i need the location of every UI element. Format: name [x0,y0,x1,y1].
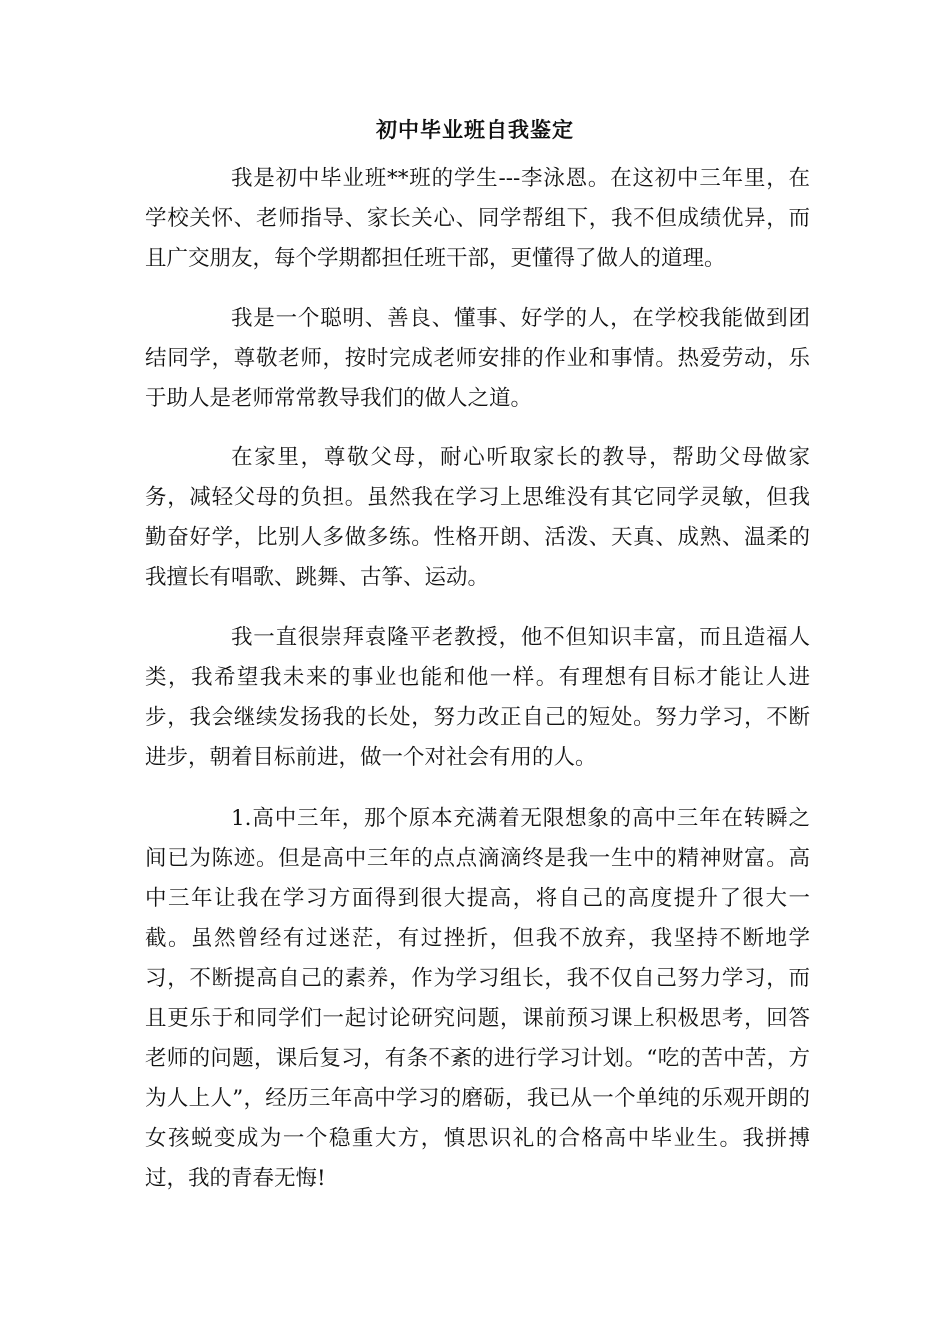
document-title: 初中毕业班自我鉴定 [376,117,574,142]
paragraph-1: 我是初中毕业班**班的学生---李泳恩。在这初中三年里，在学校关怀、老师指导、家长关心、同学帮组下，我不但成绩优异，而且广交朋友，每个学期都担任班干部，更懂得了做人的道理。 [145,166,810,271]
paragraph-4: 我一直很崇拜袁隆平老教授，他不但知识丰富，而且造福人类，我希望我未来的事业也能和他一样。有理想有目标才能让人进步，我会继续发扬我的长处，努力改正自己的短处。努力学习，不断进步，朝着目标前进，做一个对社会有用的人。 [145,625,810,770]
paragraph-2: 我是一个聪明、善良、懂事、好学的人，在学校我能做到团结同学，尊敬老师，按时完成老师安排的作业和事情。热爱劳动，乐于助人是老师常常教导我们的做人之道。 [145,306,810,411]
paragraph-3: 在家里，尊敬父母，耐心听取家长的教导，帮助父母做家务，减轻父母的负担。虽然我在学习上思维没有其它同学灵敏，但我勤奋好学，比别人多做多练。性格开朗、活泼、天真、成熟、温柔的我擅长有唱歌、跳舞、古筝、运动。 [145,445,810,590]
paragraph-5: 1.高中三年，那个原本充满着无限想象的高中三年在转瞬之间已为陈迹。但是高中三年的点点滴滴终是我一生中的精神财富。高中三年让我在学习方面得到很大提高，将自己的高度提升了很大一截。虽然曾经有过迷茫，有过挫折，但我不放弃，我坚持不断地学习，不断提高自己的素养，作为学习组长，我不仅自己努力学习，而且更乐于和同学们一起讨论研究问题，课前预习课上积极思考，回答老师的问题，课后复习，有条不紊的进行学习计划。“吃的苦中苦，方为人上人”，经历三年高中学习的磨砺，我已从一个单纯的乐观开朗的女孩蜕变成为一个稳重大方，慎思识礼的合格高中毕业生。我拼搏过，我的青春无悔! [145,806,810,1191]
